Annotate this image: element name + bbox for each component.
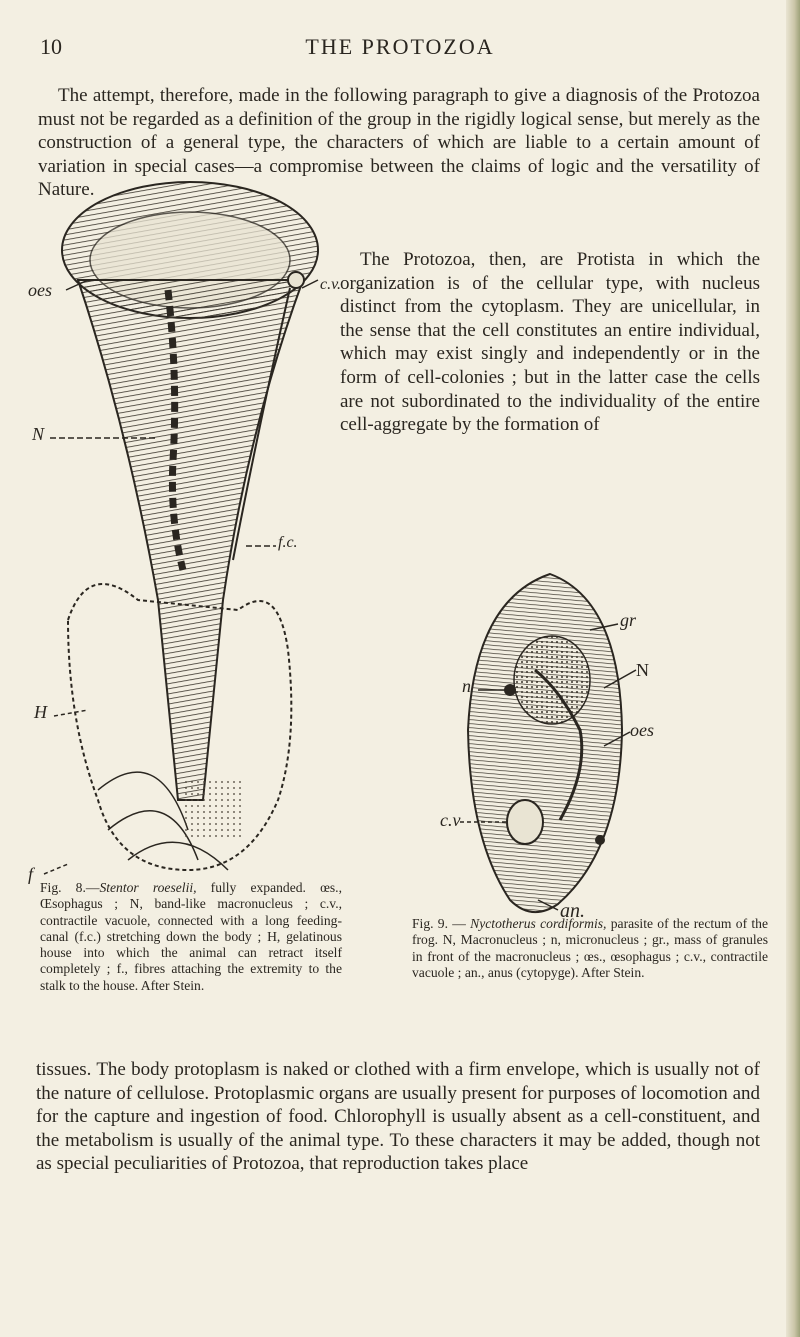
label-cv: c.v. xyxy=(320,276,342,293)
label-macronucleus: N xyxy=(636,660,649,680)
figure-8-number: Fig. 8.— xyxy=(40,880,100,895)
paragraph-definition: The Protozoa, then, are Protista in which the organization is of the cellular type, with nucleus distinct from the cytoplasm. They are unicellular, in the sense that the cell constitutes an entire individual, which may exist singly and independently or in the form of cell-colonies ; but in the latter case the cells are not subordinated to the individuality of the entire cell-aggregate by the formation of xyxy=(340,249,760,436)
figure-9-species: Nyctotherus cordiformis, xyxy=(470,916,607,931)
page-header xyxy=(0,34,800,64)
figure-9-nyctotherus xyxy=(440,560,654,922)
figure-8-caption-text: fully expanded. œs., Œsophagus ; N, band-like macronucleus ; c.v., contractile vacuole, connected with a long feeding-canal (f.c.) stretching down the body ; H, gelatinous house into which the animal can retract itself completely ; f., fibres attaching the extremity to the stalk to the house. After Stein. xyxy=(40,880,342,993)
label-feeding-canal: f.c. xyxy=(278,534,298,551)
label-oesophagus: oes xyxy=(630,720,654,740)
figure-9-caption-text: parasite of the rectum of the frog. N, Macronucleus ; n, micronucleus ; gr., mass of granules in front of the macronucleus ; œs., œsophagus ; c.v., contractile vacuole ; an., anus (cytopyge). After Stein. xyxy=(412,916,768,980)
page-edge xyxy=(786,0,800,1337)
page-number: 10 xyxy=(40,34,62,59)
label-fibres: f xyxy=(28,864,34,884)
figure-8-caption xyxy=(40,880,342,994)
paragraph-diagnosis: The attempt, therefore, made in the following paragraph to give a diagnosis of the Protozoa must not be regarded as a definition of the group in the rigidly logical sense, but merely as the construction of a general type, the characters of which are liable to a certain amount of variation in special cases—a compromise between the claims of logic and the versatility of Nature. xyxy=(38,85,760,201)
label-anus: an. xyxy=(560,900,585,922)
label-contractile-vacuole: c.v xyxy=(440,810,461,830)
stentor-illustration xyxy=(28,180,350,880)
paragraph-characters: tissues. The body protoplasm is naked or clothed with a firm envelope, which is usually not of the nature of cellulose. Protoplasmic organs are usually present for purposes of locomotion and for the capture and ingestion of food. Chlorophyll is usually absent as a cell-constituent, and the metabolism is usually of the animal type. To these characters it may be added, though not as special peculiarities of Protozoa, that reproduction takes place xyxy=(36,1059,760,1175)
running-title: THE PROTOZOA xyxy=(305,34,495,59)
label-house: H xyxy=(34,702,47,722)
figure-8-stentor xyxy=(28,180,350,884)
figure-9-number: Fig. 9. — xyxy=(412,916,471,931)
label-micronucleus: n xyxy=(462,676,471,696)
nyctotherus-illustration xyxy=(440,560,650,920)
label-oes: oes xyxy=(28,280,52,300)
label-granules: gr xyxy=(620,610,637,630)
figure-8-species: Stentor roeselii, xyxy=(99,880,197,895)
label-macronucleus: N xyxy=(32,424,45,444)
figure-9-caption xyxy=(412,916,768,981)
